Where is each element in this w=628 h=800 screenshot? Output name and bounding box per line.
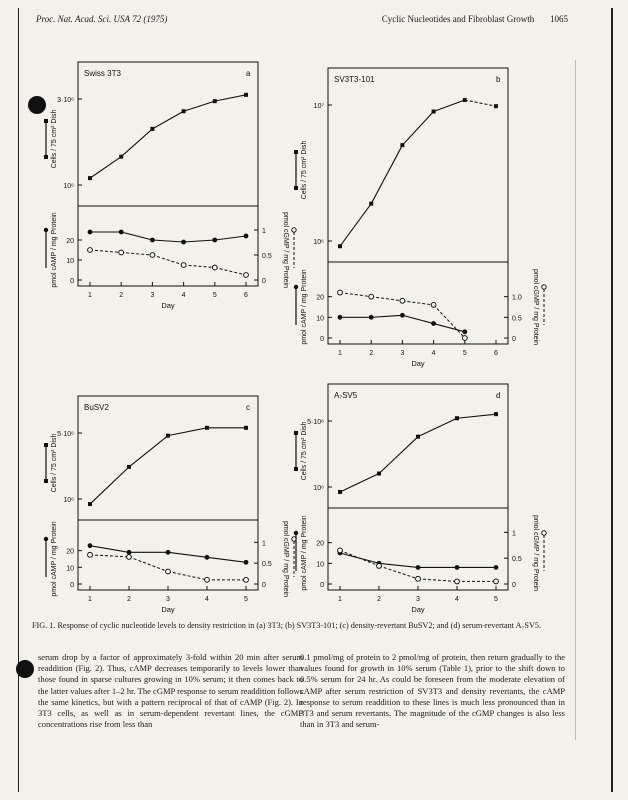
x-axis-label: Day [411,359,425,368]
camp-line-segment [168,552,207,557]
x-tick-label: 3 [150,292,155,299]
cells-data-point [432,110,436,114]
cgmp-line-segment [340,550,379,566]
cgmp-tick-label: 0 [512,336,516,343]
cgmp-data-point [431,303,436,308]
cells-data-point [494,104,498,108]
camp-legend-marker [44,537,48,541]
cells-tick-label: 10⁶ [63,497,74,504]
cgmp-line-segment [402,301,433,305]
cgmp-tick-label: 0 [262,582,266,589]
cgmp-tick-label: 0.5 [512,315,522,323]
cgmp-tick-label: 1 [512,530,516,538]
x-tick-label: 6 [494,350,498,357]
cells-data-point [463,98,467,102]
x-tick-label: 4 [455,596,459,603]
cgmp-data-point [150,253,155,258]
camp-line-segment [215,236,246,240]
cells-data-point [205,426,209,430]
camp-data-point [462,329,467,334]
x-tick-label: 2 [119,292,124,299]
cells-line-segment [402,112,433,146]
cells-tick-label: 5·10⁶ [307,419,324,426]
cells-axis-label: Cells / 75 cm² Dish [51,109,58,169]
x-tick-label: 3 [166,596,170,603]
x-tick-label: 5 [212,292,217,299]
page-number: 1065 [550,14,568,24]
cells-data-point [338,490,342,494]
cgmp-data-point [455,579,460,584]
cgmp-axis-label: pmol cGMP / mg Protein [282,520,289,598]
camp-data-point [431,321,436,326]
panel-frame [78,62,258,286]
camp-line-segment [184,240,215,242]
x-axis-label: Day [161,605,175,614]
punch-hole-bottom [16,660,34,678]
cgmp-data-point [181,263,186,268]
camp-data-point [150,238,155,243]
cells-data-point [150,127,154,131]
cells-data-point [119,155,123,159]
cells-line-segment [340,204,371,247]
cells-line-segment [434,100,465,112]
cells-line-segment [418,418,457,436]
camp-data-point [181,240,186,245]
cgmp-line-segment [418,579,457,582]
cgmp-tick-label: 0 [262,278,266,285]
camp-tick-label: 20 [66,238,74,245]
panel-letter: a [246,69,251,78]
cells-data-point [369,202,373,206]
cells-line-segment [121,129,152,157]
camp-line-segment [152,240,183,242]
journal-header: Proc. Nat. Acad. Sci. USA 72 (1975) [36,14,168,24]
cgmp-line-segment [340,293,371,297]
x-tick-label: 5 [244,596,248,603]
cells-data-point [244,93,248,97]
cells-data-point [88,502,92,506]
camp-axis-label: pmol cAMP / mg Protein [301,269,308,345]
x-tick-label: 4 [205,596,209,603]
camp-line-segment [402,315,433,323]
cgmp-line-segment [152,255,183,265]
camp-legend-marker [294,285,298,289]
camp-line-segment [121,232,152,240]
cells-data-point [416,435,420,439]
camp-tick-label: 0 [70,278,74,285]
cgmp-data-point [338,290,343,295]
camp-line-segment [207,557,246,562]
cgmp-line-segment [215,268,246,276]
camp-tick-label: 0 [320,336,324,343]
cells-data-point [88,176,92,180]
cells-tick-label: 3·10⁶ [57,97,74,104]
camp-data-point [244,560,249,565]
cgmp-data-point [369,294,374,299]
panel-title: A₇SV5 [334,391,358,400]
cgmp-tick-label: 1 [262,228,266,235]
cgmp-axis-label: pmol cGMP / mg Protein [532,514,539,592]
panel-letter: b [496,75,501,84]
cgmp-data-point [462,336,467,341]
camp-data-point [119,230,124,235]
camp-line-segment [379,563,418,567]
cells-line-segment [465,100,496,106]
camp-line-segment [371,315,402,317]
cgmp-legend-marker [542,531,546,535]
cgmp-axis-label: pmol cGMP / mg Protein [532,268,539,346]
cgmp-data-point [212,265,217,270]
cgmp-line-segment [168,572,207,580]
cells-legend-marker [44,479,48,483]
camp-tick-label: 0 [70,582,74,589]
cgmp-line-segment [184,265,215,268]
camp-axis-label: pmol cAMP / mg Protein [51,212,58,288]
cells-legend-marker [294,150,298,154]
cgmp-tick-label: 1 [262,540,266,548]
panel-letter: c [246,403,250,412]
cells-legend-marker [44,119,48,123]
cells-legend-marker [44,155,48,159]
camp-legend-marker [294,531,298,535]
cells-legend-marker [44,443,48,447]
x-tick-label: 1 [338,350,342,357]
panel-d [290,378,539,614]
cells-line-segment [168,428,207,436]
camp-tick-label: 20 [66,548,74,556]
camp-axis-label: pmol cAMP / mg Protein [301,515,308,591]
cgmp-data-point [244,577,249,582]
cells-data-point [166,434,170,438]
article-header [382,14,568,24]
camp-tick-label: 10 [316,315,324,323]
cgmp-data-point [244,273,249,278]
panel-title: Swiss 3T3 [84,69,121,78]
cgmp-data-point [166,569,171,574]
cells-tick-label: 5·10⁶ [57,431,74,438]
cells-tick-label: 10⁶ [63,183,74,190]
cgmp-line-segment [434,305,465,338]
cgmp-line-segment [90,250,121,253]
x-tick-label: 2 [127,596,131,603]
camp-data-point [400,313,405,318]
panel-title: BuSV2 [84,403,109,412]
panel-frame [328,384,508,590]
cells-data-point [377,472,381,476]
cells-data-point [455,416,459,420]
x-tick-label: 1 [88,596,92,603]
margin-rule [575,60,576,740]
camp-data-point [494,565,499,570]
camp-data-point [88,230,93,235]
camp-data-point [205,555,210,560]
x-tick-label: 5 [462,350,467,357]
cells-line-segment [129,436,168,467]
cgmp-tick-label: 1.0 [512,294,522,302]
cgmp-data-point [416,576,421,581]
x-axis-label: Day [411,605,425,614]
panel-title: SV3T3-101 [334,75,375,84]
cells-legend-marker [294,431,298,435]
cgmp-line-segment [379,566,418,579]
cgmp-line-segment [371,297,402,301]
cells-data-point [338,244,342,248]
cells-data-point [182,109,186,113]
cgmp-data-point [400,298,405,303]
cells-legend-marker [294,186,298,190]
cells-line-segment [90,467,129,504]
cells-data-point [400,143,404,147]
camp-data-point [338,315,343,320]
x-tick-label: 4 [431,350,436,357]
camp-tick-label: 10 [316,561,324,569]
cgmp-axis-label: pmol cGMP / mg Protein [282,211,289,289]
cells-data-point [127,465,131,469]
cells-line-segment [371,145,402,204]
camp-tick-label: 20 [316,294,324,302]
cells-tick-label: 10⁶ [313,239,324,246]
x-tick-label: 1 [88,292,92,299]
camp-data-point [127,550,132,555]
cells-data-point [494,412,498,416]
cgmp-data-point [494,579,499,584]
cells-line-segment [90,157,121,178]
camp-data-point [212,238,217,243]
cells-tick-label: 10⁶ [313,485,324,492]
cgmp-data-point [88,248,93,253]
cgmp-data-point [127,555,132,560]
cgmp-tick-label: 0.5 [512,556,522,564]
x-tick-label: 6 [244,292,248,299]
x-tick-label: 3 [400,350,405,357]
cells-data-point [213,99,217,103]
cgmp-data-point [338,548,343,553]
camp-axis-label: pmol cAMP / mg Protein [51,521,58,597]
cells-legend-marker [294,467,298,471]
running-title: Cyclic Nucleotides and Fibroblast Growth [381,14,535,24]
camp-line-segment [434,324,465,332]
x-tick-label: 2 [377,596,381,603]
camp-data-point [455,565,460,570]
camp-tick-label: 20 [316,540,324,548]
camp-data-point [416,565,421,570]
cells-line-segment [152,111,183,129]
cgmp-tick-label: 0.5 [262,253,272,260]
cells-axis-label: Cells / 75 cm² Dish [51,433,58,493]
cgmp-data-point [377,564,382,569]
x-tick-label: 4 [181,292,186,299]
panel-a [40,56,289,316]
camp-data-point [369,315,374,320]
cgmp-line-segment [90,555,129,557]
camp-data-point [166,550,171,555]
body-text-left: serum drop by a factor of approximately 3-fold within 20 min after serum readdition (Fig. 2). Thus, cAMP decreases temporarily to levels lower than those found in sparse cultures growing in 10% serum; it then comes back to the latter values after 1–2 hr. The cGMP response to serum readdition follows the same kinetics, but with a pattern reciprocal of that of cAMP (Fig. 2). In 3T3 cells, as well as in serum-dependent revertant lines, the cGMP concentrations rise from less than [38,652,303,730]
panel-letter: d [496,391,501,400]
cells-axis-label: Cells / 75 cm² Dish [301,421,308,481]
cells-line-segment [340,474,379,492]
cgmp-legend-marker [542,285,546,289]
camp-legend-marker [44,228,48,232]
cells-line-segment [215,95,246,101]
cgmp-tick-label: 0 [512,582,516,589]
cgmp-line-segment [129,557,168,572]
x-tick-label: 3 [416,596,420,603]
panel-b [290,62,539,374]
cells-axis-label: Cells / 75 cm² Dish [301,140,308,200]
camp-line-segment [90,546,129,553]
camp-data-point [244,234,249,239]
cells-tick-label: 10⁷ [313,103,324,110]
cgmp-tick-label: 0.5 [262,561,272,569]
camp-tick-label: 0 [320,582,324,589]
x-axis-label: Day [161,301,175,310]
camp-tick-label: 10 [66,258,74,265]
body-text-right: 0.1 pmol/mg of protein to 2 pmol/mg of protein, then return gradually to the values found for growth in 10% serum (Table 1), prior to the shift down to 0.5% serum for 24 hr. As could be foreseen from the moderate elevation of cAMP after serum restriction of SV3T3 and density revertants, the cAMP response to serum readdition to these lines is much less pronounced than in 3T3 and serum revertants. The magnitude of the cGMP changes is also less than in 3T3 and serum- [300,652,565,730]
panel-c [40,390,289,614]
cgmp-data-point [119,250,124,255]
cells-line-segment [457,414,496,418]
camp-data-point [88,543,93,548]
x-tick-label: 2 [369,350,374,357]
cells-line-segment [184,101,215,111]
figure-caption: FIG. 1. Response of cyclic nucleotide levels to density restriction in (a) 3T3; (b) SV3T3-101; (c) density-revertant BuSV2; and (d) serum-revertant A₇SV5. [32,621,541,630]
cgmp-data-point [88,552,93,557]
cgmp-line-segment [121,253,152,256]
x-tick-label: 1 [338,596,342,603]
cells-data-point [244,426,248,430]
cells-line-segment [379,437,418,474]
cgmp-data-point [205,577,210,582]
x-tick-label: 5 [494,596,498,603]
camp-tick-label: 10 [66,565,74,573]
